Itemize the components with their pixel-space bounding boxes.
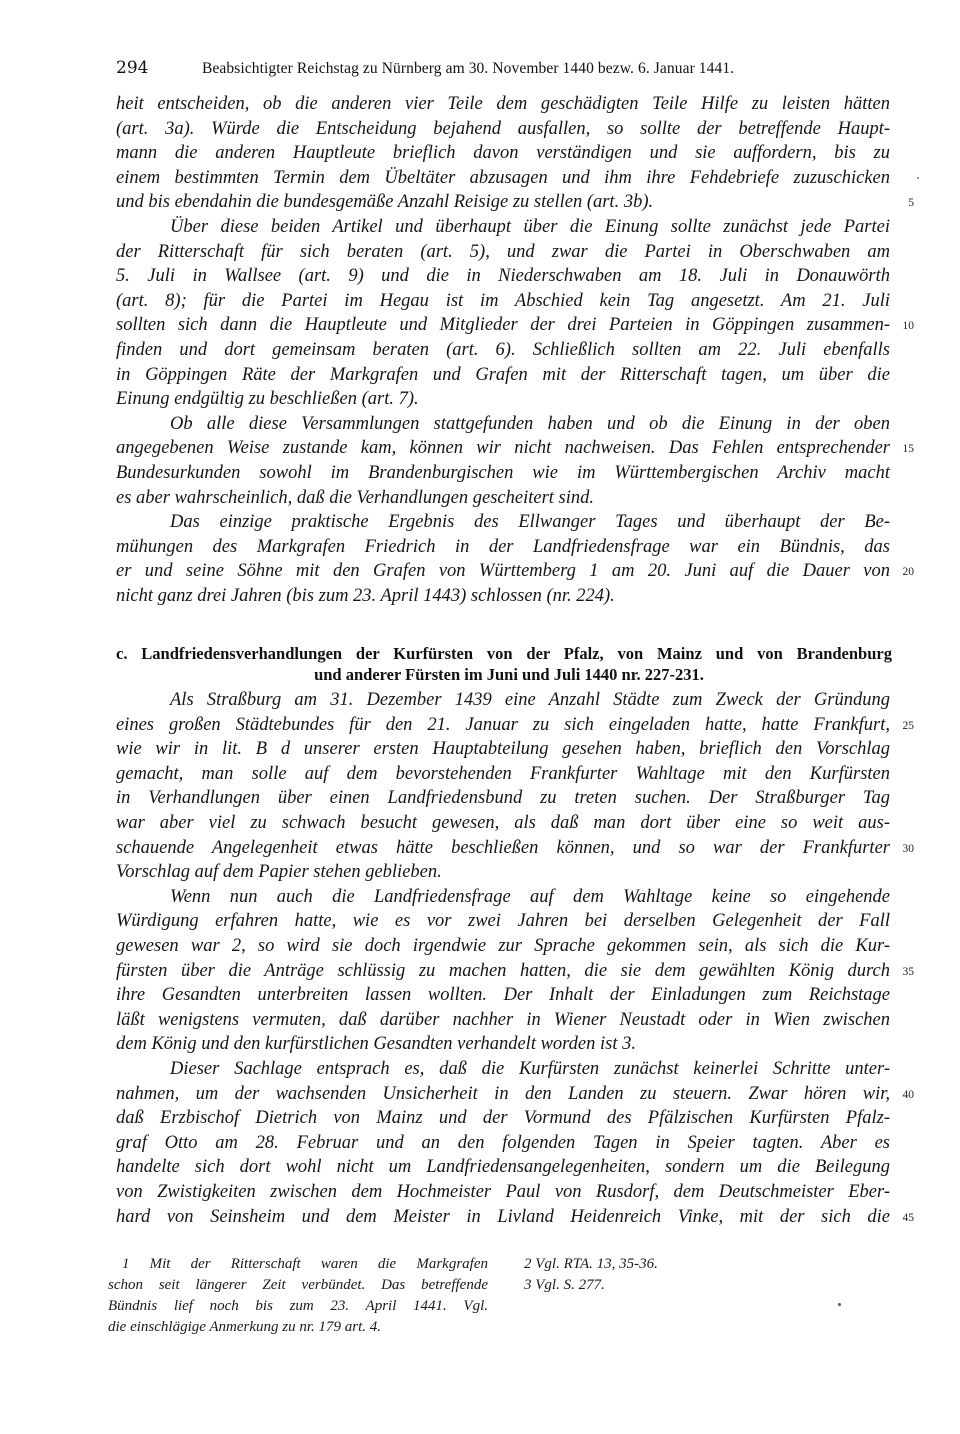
text-line: Ob alle diese Versammlungen stattgefunden haben und ob die Einung in der oben <box>170 413 890 434</box>
line-number: 40 <box>902 1088 914 1101</box>
text-line: Vorschlag auf dem Papier stehen geblieben. <box>116 862 442 883</box>
section-heading-line1: c. Landfriedensverhandlungen der Kurfürsten von der Pfalz, von Mainz und von Brandenburg <box>116 644 892 663</box>
text-line: Einung endgültig zu beschließen (art. 7). <box>116 389 419 410</box>
page-header <box>116 58 896 82</box>
text-line: (art. 3a). Würde die Entscheidung bejahend ausfallen, so sollte der betreffende Haupt- <box>116 118 890 139</box>
line-number: 30 <box>902 842 914 855</box>
text-line: von Zwistigkeiten zwischen dem Hochmeister Paul von Rusdorf, dem Deutschmeister Eber- <box>116 1182 890 1202</box>
text-line: nicht ganz drei Jahren (bis zum 23. April 1443) schlossen (nr. 224). <box>116 586 615 606</box>
text-line: Das einzige praktische Ergebnis des Ellwanger Tages und überhaupt der Be- <box>170 512 890 533</box>
text-line: handelte sich dort wohl nicht um Landfriedensangelegenheiten, sondern um die Beilegung <box>116 1157 890 1178</box>
line-number: 15 <box>902 443 914 456</box>
text-line: läßt wenigstens vermuten, daß darüber nachher in Wiener Neustadt oder in Wien zwischen <box>116 1009 890 1030</box>
page-speck <box>838 1303 841 1306</box>
text-line: Über diese beiden Artikel und überhaupt über die Einung sollte zunächst jede Partei <box>170 217 890 237</box>
footnote-line: 2 Vgl. RTA. 13, 35-36. <box>524 1256 658 1272</box>
section-heading <box>116 643 892 685</box>
text-line: in Verhandlungen über einen Landfriedensbund zu treten suchen. Der Straßburger Tag <box>116 788 890 809</box>
footnote-line: Bündnis lief noch bis zum 23. April 1441. Vgl. <box>108 1298 488 1314</box>
text-line: nahmen, um der wachsenden Unsicherheit in den Landen zu steuern. Zwar hören wir, <box>116 1083 890 1104</box>
line-number: 10 <box>902 320 914 333</box>
text-line: (art. 8); für die Partei im Hegau ist im Abschied kein Tag angesetzt. Am 21. Juli <box>116 290 890 311</box>
footnote-left-column <box>108 1254 488 1338</box>
text-line: dem König und den kurfürstlichen Gesandten verhandelt worden ist 3. <box>116 1034 636 1055</box>
text-line: er und seine Söhne mit den Grafen von Württemberg 1 am 20. Juni auf die Dauer von <box>116 561 890 582</box>
footnote-line: 3 Vgl. S. 277. <box>524 1277 605 1293</box>
footnote-right-column <box>524 1254 744 1296</box>
text-line: ihre Gesandten unterbreiten lassen wollten. Der Inhalt der Einladungen zum Reichstage <box>116 985 890 1006</box>
text-line: finden und dort gemeinsam beraten (art. 6). Schließlich sollten am 22. Juli ebenfalls <box>116 340 890 360</box>
text-line: hard von Seinsheim und dem Meister in Livland Heidenreich Vinke, mit der sich die <box>116 1206 890 1227</box>
text-line: und bis ebendahin die bundesgemäße Anzahl Reisige zu stellen (art. 3b). <box>116 192 654 213</box>
footnote-line: schon seit längerer Zeit verbündet. Das betreffende <box>108 1277 488 1293</box>
line-number: 5 <box>908 197 914 210</box>
text-line: gewesen war 2, so wird sie doch irgendwie zur Sprache gekommen sein, als sich die Kur- <box>116 936 890 956</box>
text-line: sollten sich dann die Hauptleute und Mitglieder der drei Parteien in Göppingen zusammen- <box>116 315 890 336</box>
footnote-line: die einschlägige Anmerkung zu nr. 179 art. 4. <box>108 1319 382 1335</box>
section-heading-line2: und anderer Fürsten im Juni und Juli 1440 nr. 227-231. <box>314 665 704 684</box>
page-number: 294 <box>116 58 149 78</box>
text-line: in Göppingen Räte der Markgrafen und Grafen mit der Ritterschaft tagen, um über die <box>116 364 890 385</box>
text-line: Als Straßburg am 31. Dezember 1439 eine Anzahl Städte zum Zweck der Gründung <box>170 690 890 710</box>
line-number: 25 <box>902 719 914 732</box>
text-line: wie wir in lit. B d unserer ersten Hauptabteilung gesehen haben, brieflich den Vorschlag <box>116 739 890 760</box>
page-speck <box>917 177 919 179</box>
text-line: Bundesurkunden sowohl im Brandenburgischen wie im Württembergischen Archiv macht <box>116 463 890 483</box>
text-line: Wenn nun auch die Landfriedensfrage auf dem Wahltage keine so eingehende <box>170 886 890 907</box>
text-line: schauende Angelegenheit etwas hätte beschließen können, und so war der Frankfurter <box>116 837 890 858</box>
text-line: eines großen Städtebundes für den 21. Januar zu sich eingeladen hatte, hatte Frankfurt, <box>116 714 890 735</box>
text-line: graf Otto am 28. Februar und an den folgenden Tagen in Speier tagten. Aber es <box>116 1132 890 1153</box>
text-line: 5. Juli in Wallsee (art. 9) und die in Niederschwaben am 18. Juli in Donauwörth <box>116 266 890 287</box>
text-line: der Ritterschaft für sich beraten (art. 5), und zwar die Partei in Oberschwaben am <box>116 241 890 262</box>
line-number: 20 <box>902 566 914 579</box>
text-line: war aber viel zu schwach besucht gewesen, als daß man dort über eine so weit aus- <box>116 813 890 833</box>
line-number: 45 <box>902 1211 914 1224</box>
text-line: einem bestimmten Termin dem Übeltäter abzusagen und ihm ihre Fehdebriefe zuzuschicken <box>116 167 890 188</box>
running-title: Beabsichtigter Reichstag zu Nürnberg am 30. November 1440 bezw. 6. Januar 1441. <box>202 60 735 77</box>
text-line: mühungen des Markgrafen Friedrich in der Landfriedensfrage war ein Bündnis, das <box>116 536 890 557</box>
text-line: heit entscheiden, ob die anderen vier Teile dem geschädigten Teile Hilfe zu leisten hätten <box>116 94 890 114</box>
text-line: angegebenen Weise zustande kam, können wir nicht nachweisen. Das Fehlen entsprechender <box>116 438 890 459</box>
text-line: gemacht, man solle auf dem bevorstehenden Frankfurter Wahltage mit den Kurfürsten <box>116 763 890 784</box>
text-line: daß Erzbischof Dietrich von Mainz und der Vormund des Pfälzischen Kurfürsten Pfalz- <box>116 1108 890 1129</box>
line-number: 35 <box>902 965 914 978</box>
text-line: Dieser Sachlage entsprach es, daß die Kurfürsten zunächst keinerlei Schritte unter- <box>170 1059 890 1079</box>
text-line: Würdigung erfahren hatte, wie es vor zwei Jahren bei derselben Gelegenheit der Fall <box>116 911 890 932</box>
text-line: es aber wahrscheinlich, daß die Verhandlungen gescheitert sind. <box>116 487 595 508</box>
text-line: mann die anderen Hauptleute brieflich davon verständigen und sie auffordern, bis zu <box>116 143 890 164</box>
footnote-line: 1 Mit der Ritterschaft waren die Markgrafen <box>122 1256 488 1272</box>
text-line: fürsten über die Anträge schlüssig zu machen hatten, die sie dem gewählten König durch <box>116 960 890 981</box>
